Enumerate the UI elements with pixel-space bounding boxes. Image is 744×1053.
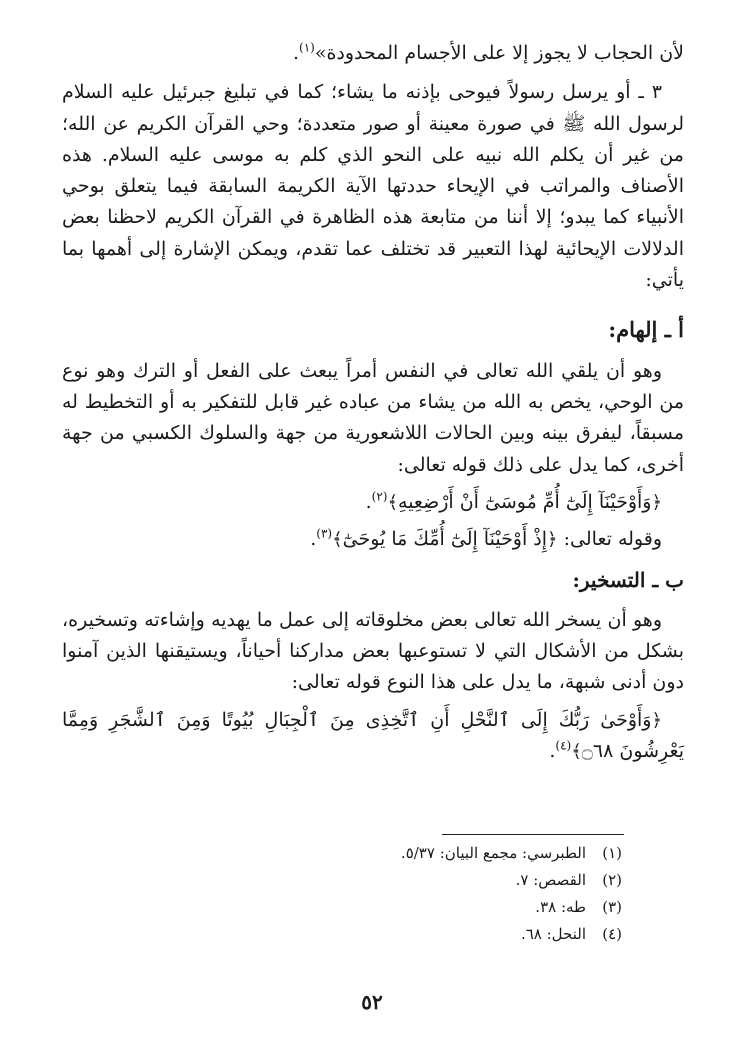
footnote-divider — [442, 834, 624, 835]
quran-verse-2: وقوله تعالى: ﴿إِذْ أَوْحَيْنَآ إِلَىٰٓ أُمِّكَ مَا يُوحَىٰٓ﴾$^{(٣)}$. — [310, 526, 662, 551]
footnotes — [62, 840, 622, 948]
quran-verse-1: ﴿وَأَوْحَيْنَآ إِلَىٰٓ أُمِّ مُوسَىٰٓ أَنْ أَرْضِعِيهِ﴾$^{(٢)}$. — [365, 489, 662, 513]
paragraph-taskhir: وهو أن يسخر الله تعالى بعض مخلوقاته إلى عمل ما يهديه وإشاءته وتسخيره، بشكل من الأشكال التي لا تستوعبها بعض مداركنا أحياناً، ويستيقنها الذين آمنوا دون أدنى شبهة، ما يدل على هذا النوع قوله تعالى: — [62, 608, 684, 694]
footnote-item: (٢)القصص: ٧. — [515, 871, 622, 889]
section-heading-ilham: أ ـ إلهام: — [608, 317, 684, 343]
paragraph-ilham: وهو أن يلقي الله تعالى في النفس أمراً يبعث على الفعل أو الترك وهو نوع من الوحي، يخص به الله من يشاء من عباده غير قابل للتفكير به أو التخطيط له مسبقاً، ليفرق بينه وبين الحالات اللاشعورية من جهة والسلوك الكسبي من جهة أخرى، كما يدل على ذلك قوله تعالى: — [62, 359, 684, 476]
footnote-ref-2: (٢) — [371, 489, 388, 504]
footnote-item: (٣)طه: ٣٨. — [535, 898, 622, 916]
footnote-item: (٤)النحل: ٦٨. — [520, 925, 622, 943]
paragraph-item-3: ٣ ـ أو يرسل رسولاً فيوحى بإذنه ما يشاء؛ كما في تبليغ جبرئيل عليه السلام لرسول الله ﷺ في صورة معينة أو صور متعددة؛ وحي القرآن الكريم عن الله؛ من غير أن يكلم الله نبيه على النحو الذي كلم به موسى عليه السلام. هذه الأصناف والمراتب في الإيحاء حددتها الآية الكريمة السابقة فيما يتعلق بوحي الأنبياء كما يبدو؛ إلا أننا من متابعة هذه الظاهرة في القرآن الكريم لاحظنا بعض الدلالات الإيحائية لهذا التعبير قد تختلف عما تقدم، ويمكن الإشارة إلى أهمها بما يأتي: — [62, 81, 684, 292]
quran-verse-3: ﴿وَأَوْحَىٰ رَبُّكَ إِلَى ٱلنَّحْلِ أَنِ ٱتَّخِذِى مِنَ ٱلْجِبَالِ بُيُوتًا وَمِنَ ٱلشَّجَرِ وَمِمَّا يَعْرِشُونَ ۝٦٨﴾$^{(٤)}$. — [62, 708, 684, 762]
page-body — [62, 38, 684, 773]
footnote-ref-1: (١) — [299, 40, 315, 55]
footnote-ref-3: (٣) — [316, 526, 333, 541]
footnote-item: (١)الطبرسي: مجمع البيان: ٥/٣٧. — [400, 844, 622, 862]
section-heading-taskhir: ب ـ التسخير: — [572, 568, 684, 593]
paragraph-continuation: لأن الحجاب لا يجوز إلا على الأجسام المحدودة»$^{(١)}$. — [292, 40, 684, 64]
page-number: ٥٢ — [361, 990, 383, 1014]
footnote-ref-4: (٤) — [555, 738, 572, 753]
